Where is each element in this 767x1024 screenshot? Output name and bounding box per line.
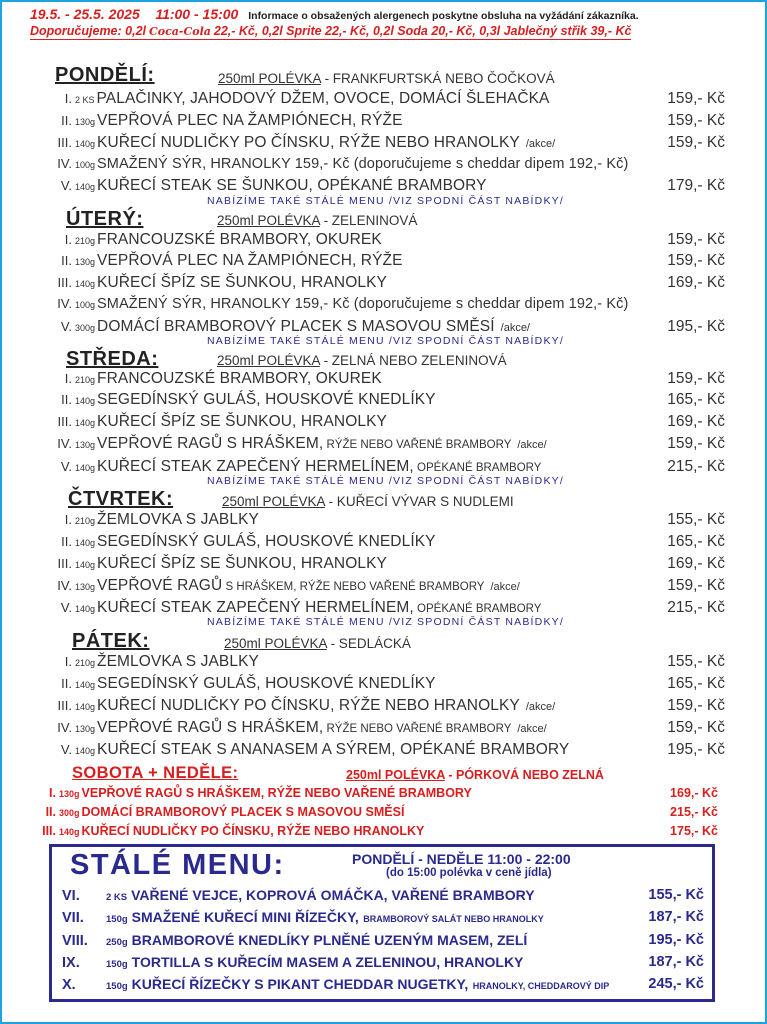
soup-wednesday: 250ml POLÉVKA - ZELNÁ NEBO ZELENINOVÁ xyxy=(217,353,507,368)
soup-friday: 250ml POLÉVKA - SEDLÁCKÁ xyxy=(224,636,411,651)
standing-menu-note: NABÍZÍME TAKÉ STÁLÉ MENU /VIZ SPODNÍ ČÁST NABÍDKY/ xyxy=(207,616,564,628)
coca-cola-logo: Coca-Cola xyxy=(149,25,211,38)
menu-item: I. 130g VEPŘOVÉ RAGŮ S HRÁŠKEM, RÝŽE NEBO VAŘENÉ BRAMBORY 169,- Kč xyxy=(49,786,718,800)
menu-item: III. 140g KUŘECÍ ŠPÍZ SE ŠUNKOU, HRANOLKY 169,- Kč xyxy=(57,555,725,572)
menu-item: III. 140g KUŘECÍ ŠPÍZ SE ŠUNKOU, HRANOLKY 169,- Kč xyxy=(57,413,725,430)
allergen-info: Informace o obsažených alergenech poskytne obsluha na vyžádání zákazníka. xyxy=(248,10,639,22)
serving-hours: 11:00 - 15:00 xyxy=(155,6,239,22)
menu-item: I. 210g ŽEMLOVKA S JABLKY 155,- Kč xyxy=(64,653,725,670)
menu-item: IV. 130g VEPŘOVÉ RAGŮ S HRÁŠKEM, RÝŽE NEBO VAŘENÉ BRAMBORY /akce/ 159,- Kč xyxy=(57,719,725,736)
standing-menu-note: NABÍZÍME TAKÉ STÁLÉ MENU /VIZ SPODNÍ ČÁST NABÍDKY/ xyxy=(207,335,564,347)
day-title-weekend: SOBOTA + NEDĚLE: xyxy=(72,764,239,782)
menu-item: I. 210g ŽEMLOVKA S JABLKY 155,- Kč xyxy=(64,511,725,528)
menu-item: V. 140g KUŘECÍ STEAK ZAPEČENÝ HERMELÍNEM, OPÉKANÉ BRAMBORY 215,- Kč xyxy=(60,599,725,616)
standing-menu-hours: PONDĚLÍ - NEDĚLE 11:00 - 22:00 xyxy=(352,851,571,867)
menu-item: IV. 130g VEPŘOVÉ RAGŮ S HRÁŠKEM, RÝŽE NEBO VAŘENÉ BRAMBORY /akce/ 159,- Kč xyxy=(57,577,725,594)
menu-item: I. 210g FRANCOUZSKÉ BRAMBORY, OKUREK 159,- Kč xyxy=(64,231,725,248)
soup-weekend: 250ml POLÉVKA - PÓRKOVÁ NEBO ZELNÁ xyxy=(346,768,604,782)
soup-tuesday: 250ml POLÉVKA - ZELENINOVÁ xyxy=(217,213,418,228)
standing-menu-title: STÁLÉ MENU: xyxy=(70,849,285,881)
standing-menu-note: NABÍZÍME TAKÉ STÁLÉ MENU /VIZ SPODNÍ ČÁST NABÍDKY/ xyxy=(207,195,564,207)
menu-item: I. 210g FRANCOUZSKÉ BRAMBORY, OKUREK 159,- Kč xyxy=(64,370,725,387)
menu-item: III. 140g KUŘECÍ NUDLIČKY PO ČÍNSKU, RÝŽE NEBO HRANOLKY 175,- Kč xyxy=(42,824,718,838)
recommend-prefix: Doporučujeme: 0,2l xyxy=(30,24,146,38)
menu-item: I. 2 KS PALAČINKY, JAHODOVÝ DŽEM, OVOCE, DOMÁCÍ ŠLEHAČKA 159,- Kč xyxy=(64,90,725,107)
menu-item: V. 140g KUŘECÍ STEAK S ANANASEM A SÝREM, OPÉKANÉ BRAMBORY 195,- Kč xyxy=(60,741,725,758)
menu-item: II. 140g SEGEDÍNSKÝ GULÁŠ, HOUSKOVÉ KNEDLÍKY 165,- Kč xyxy=(61,675,725,692)
menu-item: V. 140g KUŘECÍ STEAK SE ŠUNKOU, OPÉKANÉ BRAMBORY 179,- Kč xyxy=(60,177,725,194)
menu-item: IX. 150g TORTILLA S KUŘECÍM MASEM A ZELENINOU, HRANOLKY 187,- Kč xyxy=(62,954,704,971)
menu-item: VI. 2 KS VAŘENÉ VEJCE, KOPROVÁ OMÁČKA, VAŘENÉ BRAMBORY 155,- Kč xyxy=(62,887,704,904)
menu-item: V. 300g DOMÁCÍ BRAMBOROVÝ PLACEK S MASOVOU SMĚSÍ /akce/ 195,- Kč xyxy=(60,318,725,335)
menu-item: III. 140g KUŘECÍ NUDLIČKY PO ČÍNSKU, RÝŽE NEBO HRANOLKY /akce/ 159,- Kč xyxy=(57,134,725,151)
day-title-monday: PONDĚLÍ: xyxy=(55,64,155,86)
day-title-tuesday: ÚTERÝ: xyxy=(66,208,144,230)
menu-item: II. 130g VEPŘOVÁ PLEC NA ŽAMPIÓNECH, RÝŽE 159,- Kč xyxy=(61,252,725,269)
week-dates: 19.5. - 25.5. 2025 xyxy=(30,6,140,22)
menu-item: VII. 150g SMAŽENÉ KUŘECÍ MINI ŘÍZEČKY, BRAMBOROVÝ SALÁT NEBO HRANOLKY 187,- Kč xyxy=(62,909,704,926)
drinks-recommendation xyxy=(30,24,631,40)
menu-item: VIII. 250g BRAMBOROVÉ KNEDLÍKY PLNĚNÉ UZENÝM MASEM, ZELÍ 195,- Kč xyxy=(62,932,704,949)
menu-item: V. 140g KUŘECÍ STEAK ZAPEČENÝ HERMELÍNEM, OPÉKANÉ BRAMBORY 215,- Kč xyxy=(60,458,725,475)
standing-menu-box xyxy=(49,844,715,1002)
menu-item: III. 140g KUŘECÍ NUDLIČKY PO ČÍNSKU, RÝŽE NEBO HRANOLKY /akce/ 159,- Kč xyxy=(57,697,725,714)
menu-item: IV. 100g SMAŽENÝ SÝR, HRANOLKY 159,- Kč (doporučujeme s cheddar dipem 192,- Kč) xyxy=(57,156,629,172)
menu-item: III. 140g KUŘECÍ ŠPÍZ SE ŠUNKOU, HRANOLKY 169,- Kč xyxy=(57,274,725,291)
soup-thursday: 250ml POLÉVKA - KUŘECÍ VÝVAR S NUDLEMI xyxy=(222,494,514,509)
standing-menu-note: NABÍZÍME TAKÉ STÁLÉ MENU /VIZ SPODNÍ ČÁST NABÍDKY/ xyxy=(207,475,564,487)
menu-item: IV. 130g VEPŘOVÉ RAGŮ S HRÁŠKEM, RÝŽE NEBO VAŘENÉ BRAMBORY /akce/ 159,- Kč xyxy=(57,435,725,452)
day-title-wednesday: STŘEDA: xyxy=(66,348,159,370)
menu-header-dates xyxy=(30,6,639,22)
standing-menu-subtitle: (do 15:00 polévka v ceně jídla) xyxy=(386,867,552,879)
menu-item: II. 300g DOMÁCÍ BRAMBOROVÝ PLACEK S MASOVOU SMĚSÍ 215,- Kč xyxy=(45,805,718,819)
menu-item: II. 140g SEGEDÍNSKÝ GULÁŠ, HOUSKOVÉ KNEDLÍKY 165,- Kč xyxy=(61,391,725,408)
soup-monday: 250ml POLÉVKA - FRANKFURTSKÁ NEBO ČOČKOVÁ xyxy=(218,71,555,86)
menu-item: II. 140g SEGEDÍNSKÝ GULÁŠ, HOUSKOVÉ KNEDLÍKY 165,- Kč xyxy=(61,533,725,550)
recommend-rest: 22,- Kč, 0,2l Sprite 22,- Kč, 0,2l Soda 20,- Kč, 0,3l Jablečný střik 39,- Kč xyxy=(213,24,632,38)
menu-item: II. 130g VEPŘOVÁ PLEC NA ŽAMPIÓNECH, RÝŽE 159,- Kč xyxy=(61,112,725,129)
day-title-thursday: ČTVRTEK: xyxy=(68,488,174,510)
day-title-friday: PÁTEK: xyxy=(72,630,150,652)
menu-item: X. 150g KUŘECÍ ŘÍZEČKY S PIKANT CHEDDAR NUGETKY, HRANOLKY, CHEDDAROVÝ DIP 245,- Kč xyxy=(62,976,704,993)
menu-item: IV. 100g SMAŽENÝ SÝR, HRANOLKY 159,- Kč (doporučujeme s cheddar dipem 192,- Kč) xyxy=(57,296,629,312)
